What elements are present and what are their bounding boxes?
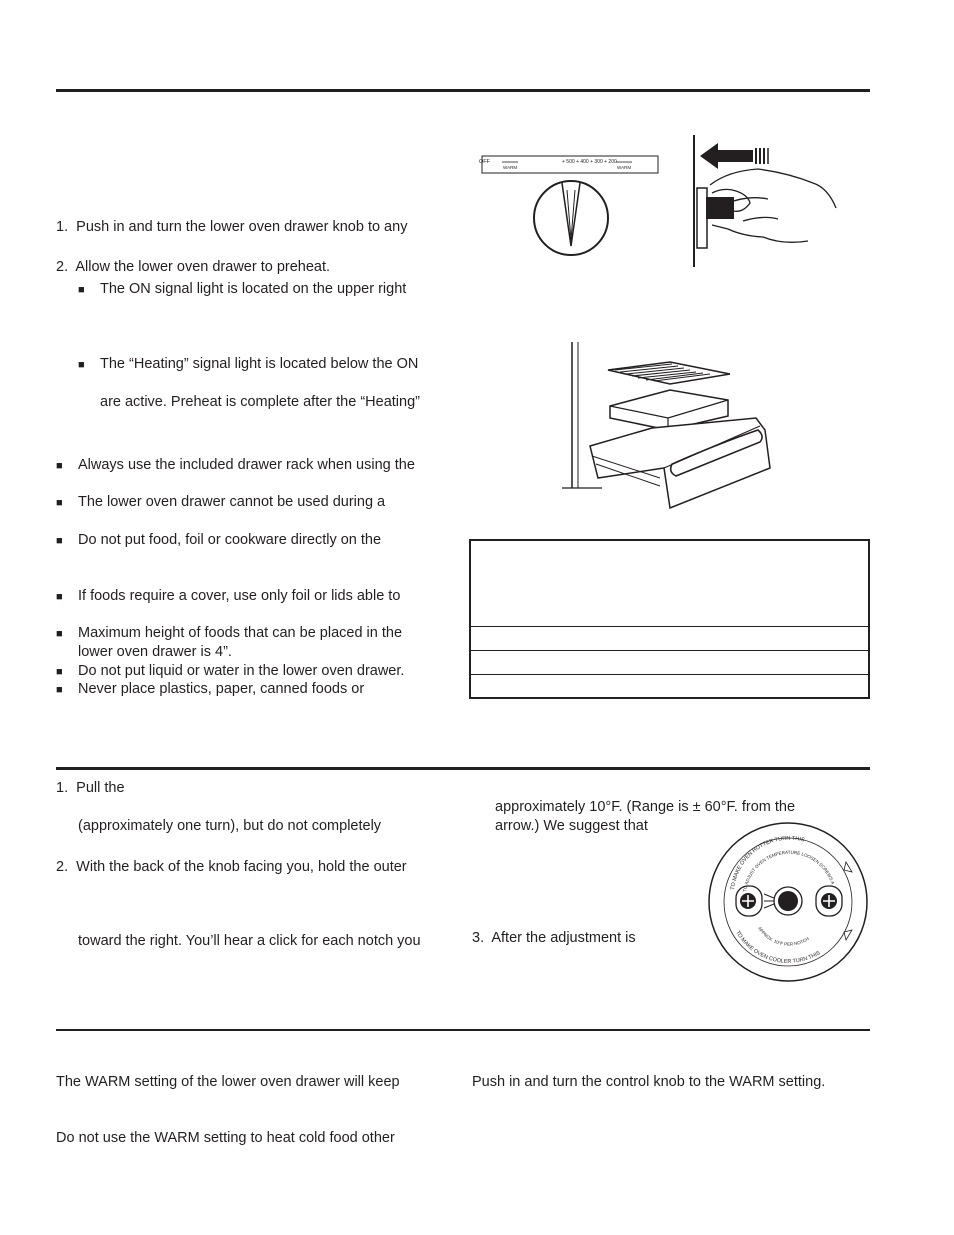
bullet-item: ■ If foods require a cover, use only foil or lids able to <box>56 588 401 604</box>
bullet-square-icon: ■ <box>56 460 63 472</box>
sub-bullet: ■ The ON signal light is located on the upper right <box>78 281 407 297</box>
adjust-step-3: 3. After the adjustment is <box>472 930 636 946</box>
knob-adjust-label: TO ADJUST OVEN TEMPERATURE LOOSEN SCREWS A <box>742 849 836 893</box>
bullet-square-icon: ■ <box>56 628 63 640</box>
control-knob-figure <box>476 150 666 270</box>
dial-off-label: OFF <box>479 159 490 165</box>
table-row <box>470 674 869 698</box>
table-header-row <box>470 540 869 626</box>
warm-intro-text: The WARM setting of the lower oven drawer will keep <box>56 1074 400 1090</box>
top-rule <box>56 89 870 92</box>
bullet-item: ■ Never place plastics, paper, canned foods or <box>56 681 365 697</box>
bullet-item: ■ Maximum height of foods that can be placed in the <box>56 625 403 641</box>
bullet-item: ■ Do not put liquid or water in the lower oven drawer. <box>56 663 405 679</box>
bullet-square-icon: ■ <box>56 535 63 547</box>
table-cell <box>470 540 869 626</box>
bullet-item: ■ Always use the included drawer rack when using the <box>56 457 415 473</box>
adjust-step-1-continuation: (approximately one turn), but do not completely <box>78 818 382 834</box>
step-text: Allow the lower oven drawer to preheat. <box>75 259 331 275</box>
settings-table <box>469 539 870 699</box>
step-number: 2. <box>56 259 69 275</box>
step-text: Push in and turn the lower oven drawer knob to any <box>76 219 408 235</box>
step-1 <box>56 218 407 236</box>
dial-warm-right-label: WARM <box>617 165 632 170</box>
drawer-rack-figure <box>560 338 780 516</box>
adjust-step-2-continuation: toward the right. You’ll hear a click for each notch you <box>78 933 421 949</box>
table-cell <box>470 626 869 650</box>
warm-instruction-text: Push in and turn the control knob to the WARM setting. <box>472 1074 826 1090</box>
bullet-continuation: lower oven drawer is 4”. <box>78 644 232 660</box>
knob-adjustment-figure <box>706 820 870 984</box>
table-row <box>470 650 869 674</box>
bullet-square-icon: ■ <box>56 666 63 678</box>
bullet-square-icon: ■ <box>56 684 63 696</box>
adjust-step-1: 1. Pull the <box>56 780 125 796</box>
knob-hotter-label: TO MAKE OVEN HOTTER TURN THIS <box>730 835 806 891</box>
adjust-step-2: 2. With the back of the knob facing you, hold the outer <box>56 859 407 875</box>
section-rule-adjust <box>56 767 870 770</box>
adjust-range-text: approximately 10°F. (Range is ± 60°F. from the <box>495 799 796 815</box>
step-number: 1. <box>56 219 69 235</box>
dial-warm-label: WARM <box>503 165 518 170</box>
bullet-item: ■ The lower oven drawer cannot be used during a <box>56 494 386 510</box>
adjust-suggest-text: arrow.) We suggest that <box>495 818 648 834</box>
bullet-item: ■ Do not put food, foil or cookware directly on the <box>56 532 382 548</box>
table-cell <box>470 650 869 674</box>
sub-bullet-continuation: are active. Preheat is complete after the “Heating” <box>100 394 420 410</box>
bullet-square-icon: ■ <box>56 591 63 603</box>
knob-notch-label: APPROX. 10°F PER NOTCH <box>757 925 810 947</box>
dial-temperature-scale: + 500 + 400 + 300 + 200 <box>562 159 617 165</box>
section-rule-warm <box>56 1029 870 1031</box>
step-2 <box>56 258 330 276</box>
knob-cooler-label: TO MAKE OVEN COOLER TURN THIS <box>734 929 822 965</box>
warm-caution-text: Do not use the WARM setting to heat cold food other <box>56 1130 395 1146</box>
table-cell <box>470 674 869 698</box>
bullet-square-icon: ■ <box>56 497 63 509</box>
push-knob-figure <box>688 133 848 273</box>
bullet-square-icon: ■ <box>78 359 85 371</box>
sub-bullet: ■ The “Heating” signal light is located below the ON <box>78 356 419 372</box>
table-row <box>470 626 869 650</box>
bullet-square-icon: ■ <box>78 284 85 296</box>
